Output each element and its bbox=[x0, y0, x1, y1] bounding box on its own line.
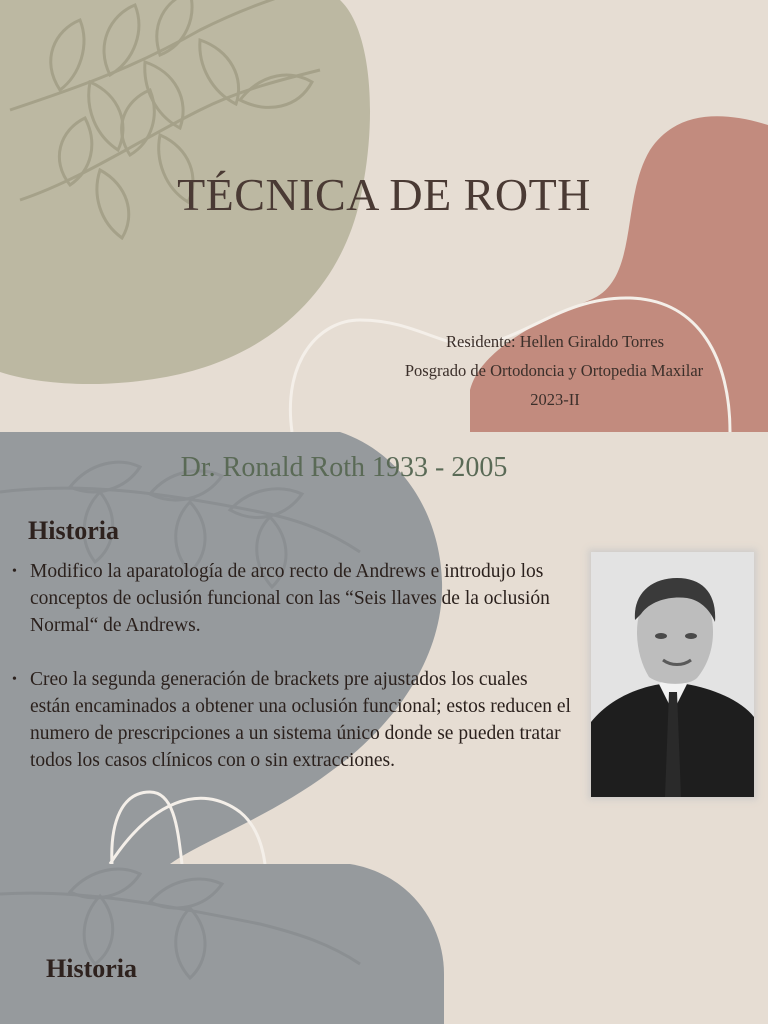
list-item bbox=[12, 558, 572, 639]
title-slide bbox=[0, 0, 768, 432]
resident-name: Residente: Hellen Giraldo Torres bbox=[445, 332, 665, 351]
list-item bbox=[12, 666, 572, 774]
slide-title: TÉCNICA DE ROTH bbox=[177, 169, 591, 220]
history-slide bbox=[0, 432, 768, 864]
decorative-background bbox=[0, 864, 768, 1024]
program-name: Posgrado de Ortodoncia y Ortopedia Maxilar bbox=[404, 361, 704, 380]
rose-blob bbox=[470, 116, 768, 432]
bullet-text: Creo la segunda generación de brackets pre ajustados los cuales están encaminados a obtener una oclusión funcional; estos reducen el numero de prescripciones a un sistema único donde se pueden tratar todos los casos clínicos con o sin extracciones. bbox=[30, 669, 571, 771]
gray-blob bbox=[0, 864, 444, 1024]
section-title: Historia bbox=[46, 954, 137, 983]
portrait-illustration bbox=[591, 552, 754, 797]
doctor-heading: Dr. Ronald Roth 1933 - 2005 bbox=[180, 452, 508, 483]
bullet-icon: • bbox=[12, 564, 17, 579]
bullet-icon: • bbox=[12, 672, 17, 687]
portrait-photo bbox=[591, 552, 754, 797]
history-slide-2 bbox=[0, 864, 768, 1024]
bullet-text: Modifico la aparatología de arco recto de Andrews e introdujo los conceptos de oclusión funcional con las “Seis llaves de la oclusión Normal“ de Andrews. bbox=[30, 561, 550, 636]
period: 2023-II bbox=[530, 390, 580, 409]
bullet-list bbox=[12, 558, 572, 801]
section-title: Historia bbox=[28, 516, 119, 545]
